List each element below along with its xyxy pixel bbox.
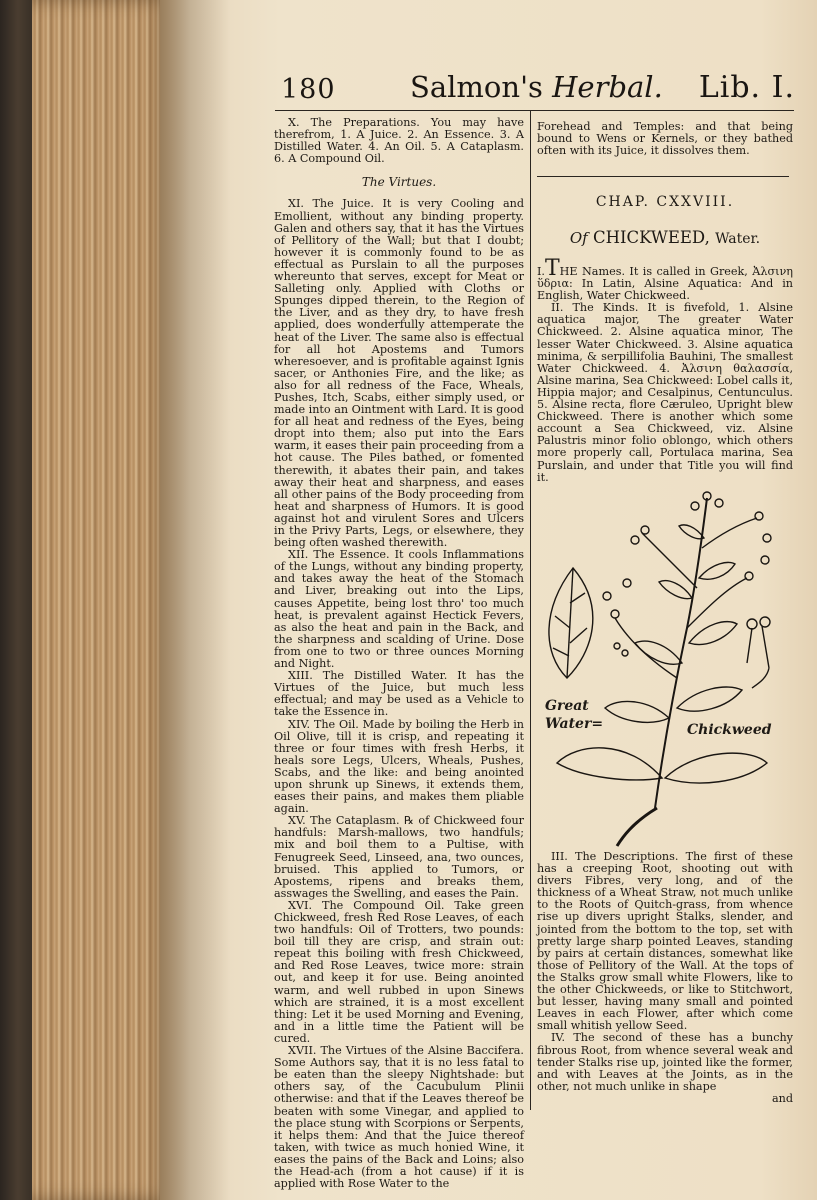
single-leaf: [549, 568, 593, 678]
woodcut-image: [537, 478, 793, 848]
page-number: 180: [281, 74, 336, 105]
page-edges: [32, 0, 172, 1200]
running-title: [410, 70, 663, 104]
chapter-rule: [537, 176, 789, 177]
right-column-bottom: [537, 851, 793, 1105]
paragraph-ii: II. The Kinds. It is fivefold, 1. Alsine aquatica major, The greater Water Chickweed. 2. Alsine aquatica minor, The lesser Water Chickweed. 3. Alsine aquatica minima, & serpillifolia Bauhini, The smallest Water Chickweed. 4. Ἀλσινη θαλασσία, Alsine marina, Sea Chickweed: Lobel calls it, Hippia major; and Cesalpinus, Centunculus. 5. Alsine recta, flore Cæruleo, Upright blew Chickweed. There is another which some account a Sea Chickweed, viz. Alsine Palustris minor folio oblongo, which others more properly call, Portulaca marina, Sea Purslain, and under that Title you will find it.: [537, 301, 793, 484]
paragraph-i-number: I.: [537, 265, 545, 278]
chapter-title-of: Of: [569, 229, 588, 247]
right-column-intro: [537, 256, 793, 484]
gutter-shadow: [160, 0, 230, 1200]
figure-label-great: Great: [545, 698, 589, 714]
paragraph-xv: XV. The Cataplasm. ℞ of Chickweed four handfuls: Marsh-mallows, two handfuls; mix and boil them to a Pultise, with Fenugreek Seed, Linseed, ana, two ounces, bruised. This applied to Tumors, or Apostems, ripens and breaks them, asswages the Swelling, and eases the Pain.: [274, 814, 524, 900]
drop-cap: T: [544, 256, 560, 281]
chickweed-illustration: [537, 478, 793, 848]
paragraph-continued: Forehead and Temples: and that being bound to Wens or Kernels, or they bathed often with its Juice, it dissolves them.: [537, 120, 793, 158]
paragraph-xvi: XVI. The Compound Oil. Take green Chickweed, fresh Red Rose Leaves, of each two handfuls: Oil of Trotters, two pounds: boil till they are crisp, and strain out: repeat this boiling with fresh Chickweed, and Red Rose Leaves, twice more: strain out, and keep it for use. Being anointed warm, and well rubbed in upon Sinews which are strained, it is a most excellent thing: Let it be used Morning and Evening, and in a little time the Patient will be cured.: [274, 898, 524, 1045]
chapter-title-main: CHICKWEED,: [592, 228, 710, 247]
virtues-heading: The Virtues.: [361, 175, 437, 190]
column-rule: [530, 110, 531, 1110]
catchword: and: [771, 1091, 793, 1105]
header-rule: [275, 110, 794, 111]
figure-label-water: Water=: [545, 716, 604, 732]
book-number: Lib. I.: [698, 70, 795, 105]
left-column: [274, 117, 524, 1190]
main-stem: [655, 498, 707, 808]
paragraph-xiv: XIV. The Oil. Made by boiling the Herb in Oil Olive, till it is crisp, and repeating it three or four times with fresh Herbs, it heals sore Legs, Ulcers, Wheals, Pushes, Scabs, and the like: and being anointed upon shrunk up Sinews, it extends them, eases their pains, and makes them pliable again.: [274, 717, 524, 816]
paragraph-iii: III. The Descriptions. The first of these has a creeping Root, shooting out with divers Fibres, very long, and of the thickness of a Wheat Straw, not much unlike to the Roots of Quitch-grass, from whence rise up divers upright Stalks, slender, and jointed from the bottom to the top, set with pretty large sharp pointed Leaves, standing by pairs at certain distances, somewhat like those of Pellitory of the Wall. At the tops of the Stalks grow small white Flowers, like to the other Chickweeds, or like to Stitchwort, but lesser, having many small and pointed Leaves in each Flower, after which come small whitish yellow Seed.: [537, 850, 793, 1033]
chapter-title-sub: Water.: [715, 231, 761, 247]
paragraph-i: [537, 256, 793, 303]
chapter-number: CHAP. CXXVIII.: [595, 194, 735, 210]
paragraph-xiii: XIII. The Distilled Water. It has the Virtues of the Juice, but much less effectual; and may be used as a Vehicle to take the Essence in.: [274, 669, 524, 719]
chapter-title: [537, 228, 793, 247]
running-title-italic: Herbal.: [552, 70, 663, 104]
paragraph-i-text: HE Names. It is called in Greek, Ἀλσινη ὕδρια: In Latin, Alsine Aquatica: And in English, Water Chickweed.: [537, 265, 793, 303]
right-column-top: [537, 121, 793, 157]
paragraph-xii: XII. The Essence. It cools Inflammations of the Lungs, without any binding property, and takes away the heat of the Stomach and Liver, breaking out into the Lips, causes Appetite, being lost thro' too much heat, is prevalent against Hectick Fevers, as also the heat and pain in the Back, and the sharpness and scalding of Urine. Dose from one to two or three ounces Morning and Night.: [274, 548, 524, 671]
paragraph-iv: IV. The second of these has a bunchy fibrous Root, from whence several weak and tender Stalks rise up, jointed like the former, and with Leaves at the Joints, as in the other, not much unlike in shape: [537, 1031, 793, 1093]
figure-label-chickweed: Chickweed: [687, 722, 772, 738]
paragraph-xi: XI. The Juice. It is very Cooling and Emollient, without any binding property. Galen and others say, that it has the Virtues of Pellitory of the Wall; but that I doubt; however it is commonly found to be as effectual as Purslain to all the purposes whereunto that serves, except for Meat or Salleting only. Applied with Cloths or Spunges dipped therein, to the Region of the Liver, and as they dry, to have fresh applied, does wonderfully attemperate the heat of the Liver. The same also is effectual for all hot Apostems and Tumors wheresoever, and is profitable against Ignis sacer, or Anthonies Fire, and the like; as also for all redness of the Face, Wheals, Pushes, Itch, Scabs, either simply used, or made into an Ointment with Lard. It is good for all heat and redness of the Eyes, being dropt into them; also put into the Ears warm, it eases their pain proceeding from a hot cause. The Piles bathed, or fomented therewith, it abates their pain, and takes away their heat and sharpness, and eases all other pains of the Body proceeding from heat and sharpness of Humors. It is good against hot and virulent Sores and Ulcers in the Privy Parts, Legs, or elsewhere, they being often washed therewith.: [274, 197, 524, 550]
paragraph-preparations: X. The Preparations. You may have therefrom, 1. A Juice. 2. An Essence. 3. A Distilled Water. 4. An Oil. 5. A Cataplasm. 6. A Compound Oil.: [274, 116, 524, 166]
paragraph-xvii: XVII. The Virtues of the Alsine Baccifera. Some Authors say, that it is no less fatal to be eaten than the sleepy Nightshade: but others say, of the Cacubulum Plinii otherwise: and that if the Leaves thereof be beaten with some Vinegar, and applied to the place stung with Scorpions or Serpents, it helps them: And that the Juice thereof taken, with twice as much honied Wine, it eases the pains of the Back and Loins; also the Head-ach (from a hot cause) if it is applied with Rose Water to the: [274, 1044, 524, 1191]
running-header: [275, 66, 795, 110]
running-title-prefix: Salmon's: [410, 70, 543, 104]
